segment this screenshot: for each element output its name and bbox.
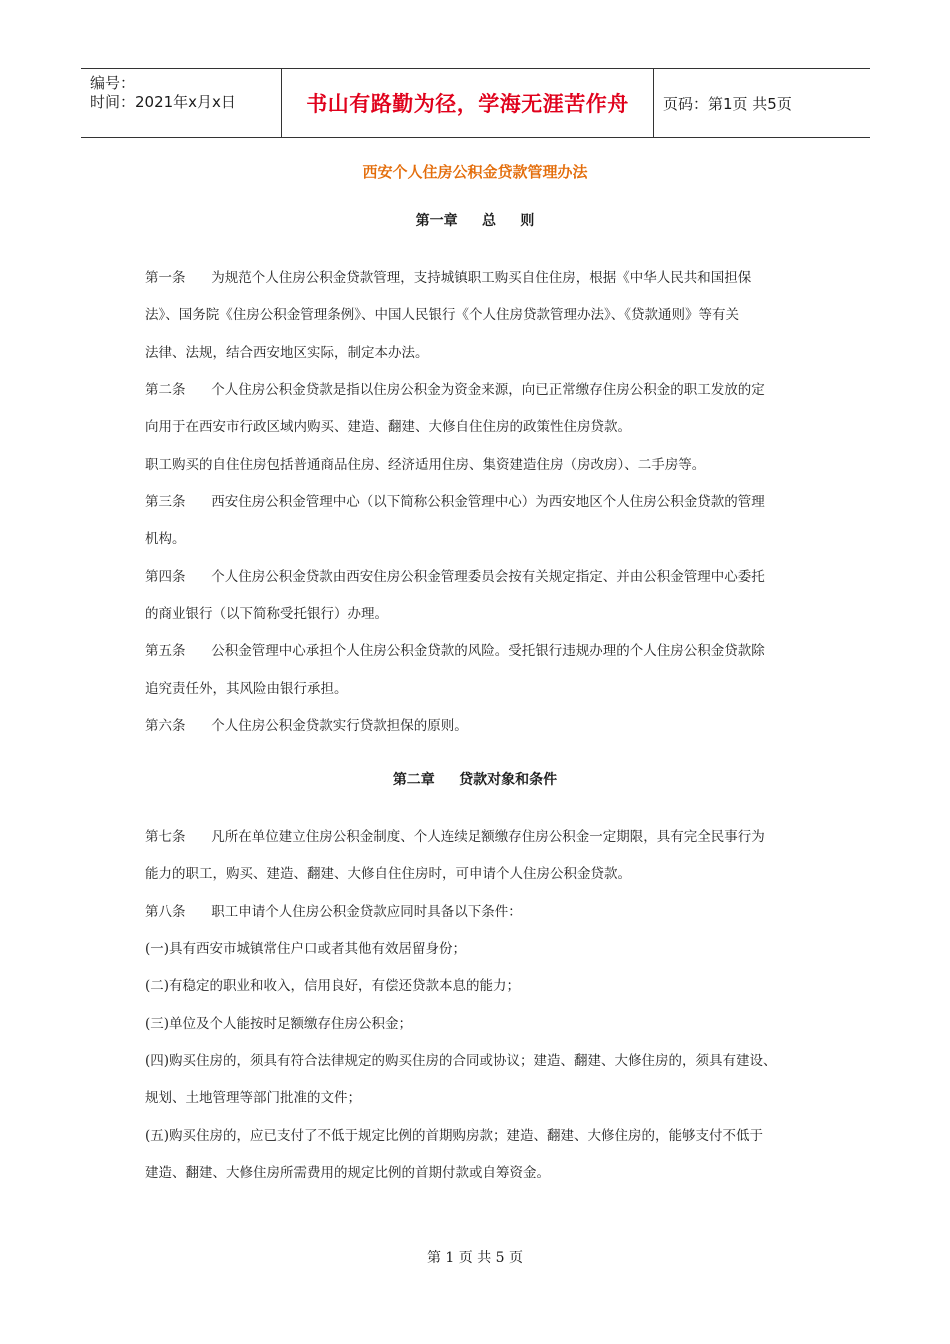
header-motto-cell [282,69,654,137]
paragraph-line: 能力的职工，购买、建造、翻建、大修自住住房时，可申请个人住房公积金贷款。 [145,866,631,882]
paragraph-line: (三)单位及个人能按时足额缴存住房公积金； [145,1016,413,1032]
paragraph-line: 机构。 [145,531,186,547]
paragraph-line: 第四条 个人住房公积金贷款由西安住房公积金管理委员会按有关规定指定、并由公积金管理中心委托 [145,569,765,585]
document-time-label: 时间：2021年x月x日 [90,93,236,111]
paragraph-line: (一)具有西安市城镇常住户口或者其他有效居留身份； [145,941,467,957]
paragraph-line: 法律、法规，结合西安地区实际，制定本办法。 [145,345,429,361]
paragraph-line: 向用于在西安市行政区域内购买、建造、翻建、大修自住住房的政策性住房贷款。 [145,419,631,435]
paragraph-line: 第八条 职工申请个人住房公积金贷款应同时具备以下条件： [145,904,522,920]
paragraph-line: 追究责任外，其风险由银行承担。 [145,681,348,697]
paragraph-line: (五)购买住房的，应已支付了不低于规定比例的首期购房款；建造、翻建、大修住房的，能够支付不低于 [145,1128,764,1144]
header-table [81,68,870,138]
paragraph-line: 第七条 凡所在单位建立住房公积金制度、个人连续足额缴存住房公积金一定期限，具有完全民事行为 [145,829,765,845]
header-page-cell [654,69,870,137]
paragraph-line: (二)有稳定的职业和收入，信用良好，有偿还贷款本息的能力； [145,978,521,994]
paragraph-line: 第三条 西安住房公积金管理中心（以下简称公积金管理中心）为西安地区个人住房公积金贷款的管理 [145,494,765,510]
chapter-heading-2: 第二章 贷款对象和条件 [392,772,558,788]
document-title: 西安个人住房公积金贷款管理办法 [362,163,588,181]
paragraph-line: 建造、翻建、大修住房所需费用的规定比例的首期付款或自筹资金。 [145,1165,550,1181]
paragraph-line: 规划、土地管理等部门批准的文件； [145,1090,361,1106]
paragraph-line: 职工购买的自住住房包括普通商品住房、经济适用住房、集资建造住房（房改房）、二手房等。 [145,457,706,473]
paragraph-line: 第一条 为规范个人住房公积金贷款管理，支持城镇职工购买自住住房，根据《中华人民共和国担保 [145,270,752,286]
document-number-label: 编号： [90,74,136,92]
paragraph-line: 第二条 个人住房公积金贷款是指以住房公积金为资金来源，向已正常缴存住房公积金的职工发放的定 [145,382,765,398]
header-motto: 书山有路勤为径，学海无涯苦作舟 [306,92,629,116]
paragraph-line: 第六条 个人住房公积金贷款实行贷款担保的原则。 [145,718,468,734]
paragraph-line: 的商业银行（以下简称受托银行）办理。 [145,606,388,622]
paragraph-line: 第五条 公积金管理中心承担个人住房公积金贷款的风险。受托银行违规办理的个人住房公积金贷款除 [145,643,765,659]
paragraph-line: 法》、国务院《住房公积金管理条例》、中国人民银行《个人住房贷款管理办法》、《贷款通则》等有关 [145,307,739,323]
page-footer: 第 1 页 共 5 页 [426,1250,524,1266]
header-page-label: 页码：第1页 共5页 [663,94,792,113]
paragraph-line: (四)购买住房的，须具有符合法律规定的购买住房的合同或协议；建造、翻建、大修住房的，须具有建设、 [145,1053,777,1069]
chapter-heading-1: 第一章 总 则 [415,213,535,229]
header-meta-cell [81,69,282,137]
